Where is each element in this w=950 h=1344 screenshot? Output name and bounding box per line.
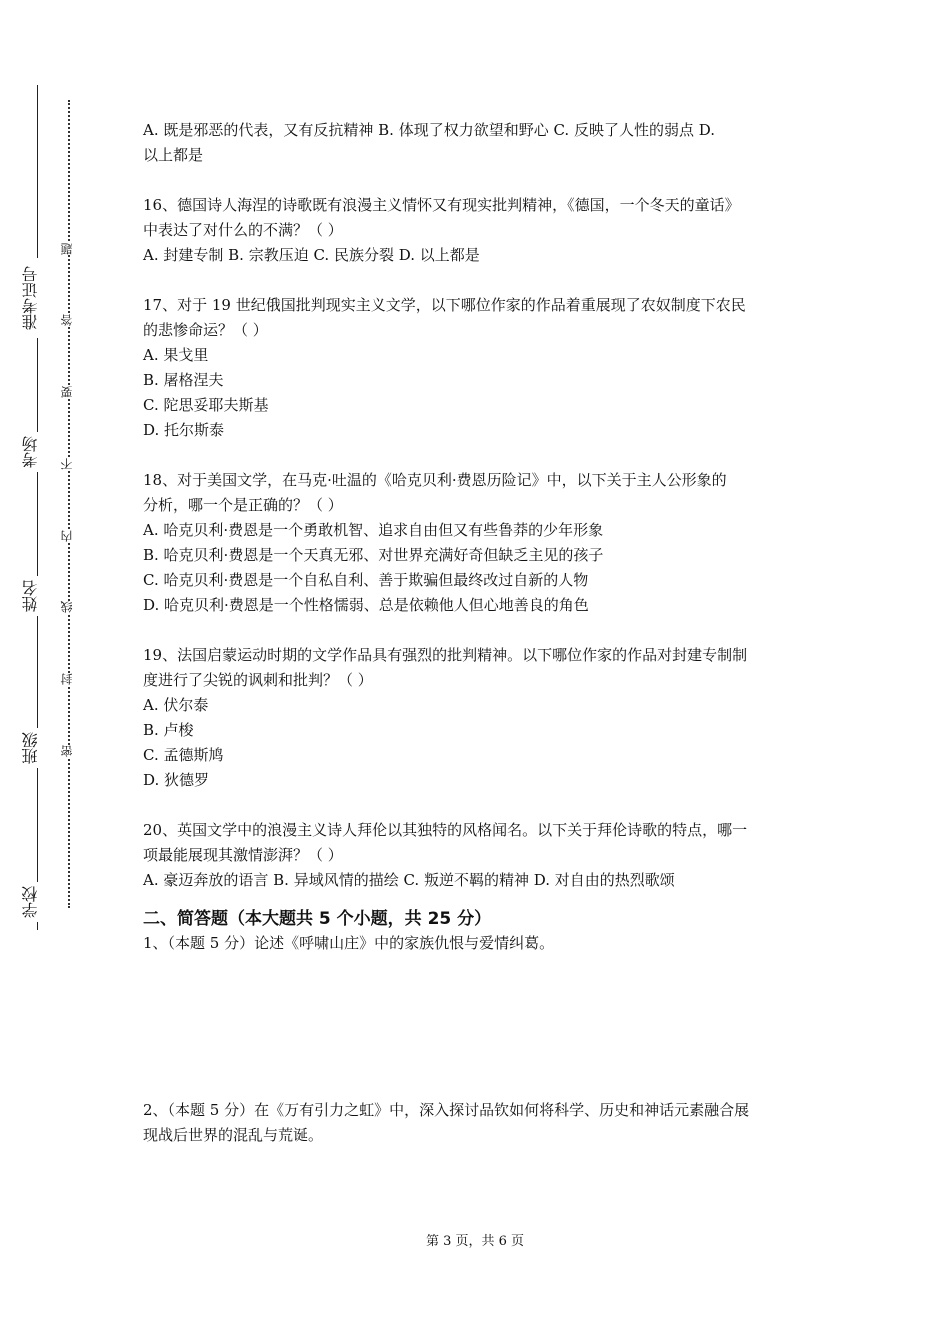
option: A. 哈克贝利·费恩是一个勇敢机智、追求自由但又有些鲁莽的少年形象 — [143, 521, 604, 539]
option: D. 哈克贝利·费恩是一个性格懦弱、总是依赖他人但心地善良的角色 — [143, 596, 589, 614]
seal-char: 题 — [60, 243, 78, 255]
option: A. 果戈里 — [143, 346, 209, 364]
option: C. 孟德斯鸠 — [143, 746, 224, 764]
question-stem: 16、德国诗人海涅的诗歌既有浪漫主义情怀又有现实批判精神，《德国，一个冬天的童话》 — [143, 196, 740, 214]
option: D. 托尔斯泰 — [143, 421, 225, 439]
seal-char: 要 — [60, 386, 78, 398]
question-19 — [143, 643, 813, 793]
seal-char: 不 — [60, 458, 78, 470]
question-stem: 分析，哪一个是正确的？（ ） — [143, 496, 343, 514]
option: C. 陀思妥耶夫斯基 — [143, 396, 269, 414]
question-stem: 19、法国启蒙运动时期的文学作品具有强烈的批判精神。以下哪位作家的作品对封建专制制 — [143, 646, 748, 664]
exam-content — [143, 118, 813, 1148]
seal-char: 密 — [60, 745, 78, 757]
option: C. 哈克贝利·费恩是一个自私自利、善于欺骗但最终改过自新的人物 — [143, 571, 589, 589]
question-17 — [143, 293, 813, 443]
seal-char: 封 — [60, 673, 78, 685]
essay-question-2: 2、（本题 5 分）在《万有引力之虹》中，深入探讨品钦如何将科学、历史和神话元素融合展 — [143, 1101, 750, 1119]
essay-question-1: 1、（本题 5 分）论述《呼啸山庄》中的家族仇恨与爱情纠葛。 — [143, 934, 555, 952]
question-stem: 中表达了对什么的不满？（ ） — [143, 221, 343, 239]
exam-room-label: 考场 — [22, 432, 52, 472]
options-line: 以上都是 — [143, 146, 204, 164]
question-stem: 项最能展现其激情澎湃？（ ） — [143, 846, 343, 864]
name-label: 姓名 — [22, 576, 52, 616]
seal-char: 内 — [60, 530, 78, 542]
question-stem: 的悲惨命运？（ ） — [143, 321, 268, 339]
class-label: 班级 — [22, 728, 52, 768]
question-stem: 度进行了尖锐的讽刺和批判？（ ） — [143, 671, 373, 689]
options-line: A. 封建专制 B. 宗教压迫 C. 民族分裂 D. 以上都是 — [143, 246, 480, 264]
question-stem: 20、英国文学中的浪漫主义诗人拜伦以其独特的风格闻名。以下关于拜伦诗歌的特点，哪一 — [143, 821, 748, 839]
question-16 — [143, 193, 813, 268]
question-18 — [143, 468, 813, 618]
option: B. 卢梭 — [143, 721, 194, 739]
option: D. 狄德罗 — [143, 771, 210, 789]
exam-number-label: 准考证号 — [22, 258, 52, 338]
seal-char: 线 — [60, 601, 78, 613]
options-line: A. 既是邪恶的代表，又有反抗精神 B. 体现了权力欲望和野心 C. 反映了人性的弱点 D. — [143, 121, 715, 139]
question-stem: 17、对于 19 世纪俄国批判现实主义文学，以下哪位作家的作品着重展现了农奴制度下农民 — [143, 296, 746, 314]
binding-solid-line — [37, 85, 38, 930]
page-number: 第 3 页，共 6 页 — [425, 1234, 525, 1249]
options-line: A. 豪迈奔放的语言 B. 异域风情的描绘 C. 叛逆不羁的精神 D. 对自由的热烈歌颂 — [143, 871, 675, 889]
question-20 — [143, 818, 813, 893]
option: B. 屠格涅夫 — [143, 371, 224, 389]
question-15-options — [143, 118, 813, 168]
seal-dotted-line — [68, 100, 70, 908]
option: A. 伏尔泰 — [143, 696, 209, 714]
section-title: 二、简答题（本大题共 5 个小题，共 25 分） — [143, 909, 492, 929]
option: B. 哈克贝利·费恩是一个天真无邪、对世界充满好奇但缺乏主见的孩子 — [143, 546, 604, 564]
essay-question-2-cont: 现战后世界的混乱与荒诞。 — [143, 1126, 324, 1144]
question-stem: 18、对于美国文学，在马克·吐温的《哈克贝利·费恩历险记》中，以下关于主人公形象的 — [143, 471, 727, 489]
seal-char: 答 — [60, 314, 78, 326]
school-label: 学校 — [22, 882, 52, 922]
